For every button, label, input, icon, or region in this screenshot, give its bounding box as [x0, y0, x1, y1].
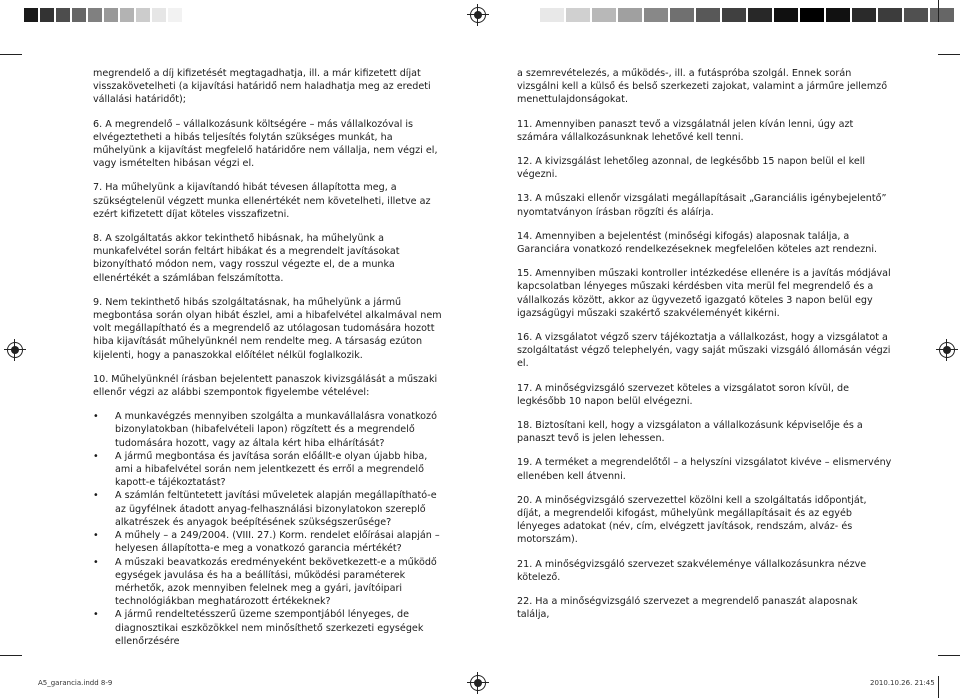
list-item: • A jármű rendeltetésszerű üzeme szempontjából lényeges, de diagnosztikai eszközökkel nem minősíthető szerkezeti egységek ellenőrzésére [93, 608, 443, 648]
color-swatch [852, 8, 876, 22]
color-swatch [566, 8, 590, 22]
color-swatch [618, 8, 642, 22]
paragraph: 11. Amennyiben panaszt tevő a vizsgálatnál jelen kíván lenni, úgy azt számára vállalkozásunknak lehetővé kell tenni. [517, 118, 854, 143]
color-swatch [104, 8, 118, 22]
list-item: • A jármű megbontása és javítása során előállt-e olyan újabb hiba, ami a hibafelvétel során nem jelentkezett és erről a megrendelő kapott-e tájékoztatást? [93, 450, 443, 490]
paragraph: 15. Amennyiben műszaki kontroller intézkedése ellenére is a javítás módjával kapcsolatban lényeges műszaki kérdésben vita merül fel megrendelő és a vállalkozás között, akkor az ügyvezető igazgató köteles 3 napon belül egy igazságügyi műszaki szakértő szakvéleményét kikérni. [517, 268, 891, 319]
crop-mark [938, 655, 960, 656]
color-swatch [136, 8, 150, 22]
left-text-column [93, 67, 443, 648]
paragraph: 20. A minőségvizsgáló szervezettel közölni kell a szolgáltatás időpontját, díját, a megrendelői kifogást, műhelyünk megállapításait és az egyéb lényeges adatokat (név, cím, elvégzett javítások, rendszám, alváz- és motorszám). [517, 494, 867, 546]
paragraph: 8. A szolgáltatás akkor tekinthető hibásnak, ha műhelyünk a munkafelvétel során feltárt hibákat és a megrendelt javításokat bizonyítható módon nem, vagy rosszul végezte el, de a munka ellenértékét a számlában felszámította. [93, 233, 400, 284]
paragraph: 18. Biztosítani kell, hogy a vizsgálaton a vállalkozásunk képviselője és a panaszt tevő is jelen lehessen. [517, 420, 863, 445]
color-swatch [696, 8, 720, 22]
registration-mark-icon [939, 342, 955, 358]
color-swatch [722, 8, 746, 22]
registration-mark-icon [470, 675, 486, 691]
paragraph: 9. Nem tekinthető hibás szolgáltatásnak, ha műhelyünk a jármű megbontása során olyan hibát észlel, ami a hibafelvétel alkalmával nem volt megállapítható és a megrendelő az utólagosan tudomására hozott hiba kijavítását műhelyünknél nem rendelte meg. A társaság ezúton kijelenti, hogy a panaszokkal előítélet nélkül foglalkozik. [93, 296, 442, 361]
color-swatch [826, 8, 850, 22]
color-swatch [774, 8, 798, 22]
list-item: • A műszaki beavatkozás eredményeként bekövetkezett-e a működő egységek javulása és ha a beállítási, működési paraméterek mérhetők, azok mennyiben felelnek meg a gyári, javítóipari technológiákban meghatározott értékeknek? [93, 556, 443, 609]
criteria-list [93, 410, 443, 648]
list-item: • A műhely – a 249/2004. (VIII. 27.) Korm. rendelet előírásai alapján – helyesen állapította-e meg a vonatkozó garancia mértékét? [93, 529, 443, 555]
paragraph: megrendelő a díj kifizetését megtagadhatja, ill. a már kifizetett díjat visszakövetelheti (a kijavítási határidő nem haladhatja meg az eredeti vállalási határidőt); [93, 68, 431, 106]
color-swatch [800, 8, 824, 22]
registration-mark-icon [7, 342, 23, 358]
paragraph: 21. A minőségvizsgáló szervezet szakvéleménye vállalkozásunkra nézve kötelező. [517, 558, 867, 583]
right-text-column [517, 67, 893, 633]
list-item: • A számlán feltüntetett javítási műveletek alapján megállapítható-e az ügyfélnek átadott anyag-felhasználási bizonylatokon szereplő alkatrészek és anyagok beépítésének szükségszerűsége? [93, 489, 443, 529]
color-swatch [168, 8, 182, 22]
paragraph: 16. A vizsgálatot végző szerv tájékoztatja a vállalkozást, hogy a vizsgálatot a szolgáltatást végző telephelyén, vagy saját műszaki vizsgáló állomásán végzi el. [517, 332, 891, 370]
footer-timestamp: 2010.10.26. 21:45 [870, 679, 935, 687]
crop-mark [938, 676, 939, 698]
paragraph: 6. A megrendelő – vállalkozásunk költségére – más vállalkozóval is elvégeztetheti a hibás teljesítés folytán szükséges munkát, ha műhelyünk a kijavítást megfelelő határidőre nem vállalja, nem végzi el, vagy ismételten hibásan végzi el. [93, 118, 438, 170]
color-swatch [540, 8, 564, 22]
color-bar-gradient [540, 8, 956, 22]
paragraph: 7. Ha műhelyünk a kijavítandó hibát tévesen állapította meg, a szükségtelenül végzett munka ellenértékét nem követelheti, illetve az ezért kifizetett díjat köteles visszafizetni. [93, 182, 431, 220]
color-swatch [592, 8, 616, 22]
paragraph: 17. A minőségvizsgáló szervezet köteles a vizsgálatot soron kívül, de legkésőbb 10 napon belül elvégezni. [517, 382, 849, 407]
color-bar-grayscale [24, 8, 184, 22]
paragraph: 12. A kivizsgálást lehetőleg azonnal, de legkésőbb 15 napon belül el kell végezni. [517, 156, 866, 181]
crop-mark [0, 54, 22, 55]
color-swatch [88, 8, 102, 22]
color-swatch [24, 8, 38, 22]
registration-mark-icon [470, 7, 486, 23]
color-swatch [120, 8, 134, 22]
paragraph: 13. A műszaki ellenőr vizsgálati megállapításait „Garanciális igénybejelentő” nyomtatványon írásban rögzíti és aláírja. [517, 193, 887, 218]
list-item: • A munkavégzés mennyiben szolgálta a munkavállalásra vonatkozó bizonylatokban (hibafelvételi lapon) rögzített és a megrendelő tudomására hozott, vagy az általa kért hiba elhárítását? [93, 410, 443, 450]
color-swatch [930, 8, 954, 22]
paragraph: 14. Amennyiben a bejelentést (minőségi kifogás) alaposnak találja, a Garanciára vonatkozó rendelkezéseknek megfelelően köteles azt rendezni. [517, 230, 878, 256]
color-swatch [152, 8, 166, 22]
paragraph: a szemrevételezés, a működés-, ill. a futáspróba szolgál. Ennek során vizsgálni kell a külső és belső szerkezeti zajokat, valamint a járműre jellemző menettulajdonságokat. [517, 68, 888, 106]
color-swatch [56, 8, 70, 22]
crop-mark [0, 655, 22, 656]
footer-file-info: A5_garancia.indd 8-9 [38, 679, 113, 687]
color-swatch [40, 8, 54, 22]
color-swatch [748, 8, 772, 22]
paragraph: 10. Műhelyünknél írásban bejelentett panaszok kivizsgálását a műszaki ellenőr végzi az alábbi szempontok figyelembe vételével: [93, 373, 438, 399]
paragraph: 19. A terméket a megrendelőtől – a helyszíni vizsgálatot kivéve – elismervény ellenében kell átvenni. [517, 457, 892, 482]
color-swatch [644, 8, 668, 22]
paragraph: 22. Ha a minőségvizsgáló szervezet a megrendelő panaszát alaposnak találja, [517, 596, 858, 621]
color-swatch [904, 8, 928, 22]
crop-mark [938, 0, 939, 22]
color-swatch [878, 8, 902, 22]
crop-mark [938, 54, 960, 55]
color-swatch [72, 8, 86, 22]
color-swatch [670, 8, 694, 22]
